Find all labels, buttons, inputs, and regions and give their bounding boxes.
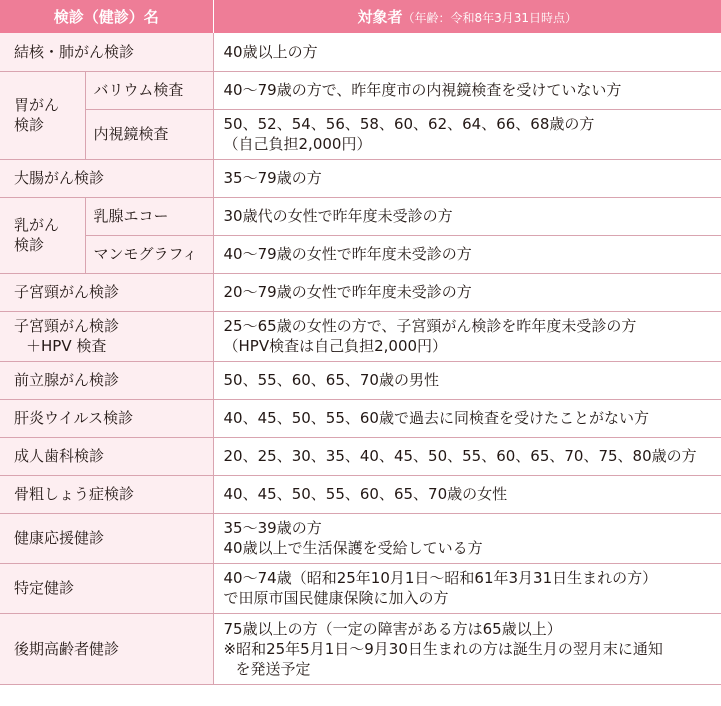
target-line: （自己負担2,000円） [223, 135, 372, 153]
table-row [0, 33, 721, 71]
table-row [0, 235, 721, 273]
row-name: 骨粗しょう症検診 [0, 475, 213, 513]
table-row [0, 311, 721, 361]
row-name: 特定健診 [0, 563, 213, 613]
table-row [0, 513, 721, 563]
row-target [213, 311, 721, 361]
row-name: 後期高齢者健診 [0, 613, 213, 684]
table-row [0, 71, 721, 109]
table-row [0, 159, 721, 197]
row-target: 20～79歳の女性で昨年度未受診の方 [213, 273, 721, 311]
header-screening-name: 検診（健診）名 [0, 0, 213, 33]
target-line: 40～74歳（昭和25年10月1日～昭和61年3月31日生まれの方） [223, 569, 658, 587]
target-line: で田原市国民健康保険に加入の方 [223, 589, 449, 607]
row-name: 健康応援健診 [0, 513, 213, 563]
row-name: 結核・肺がん検診 [0, 33, 213, 71]
row-name-line: ＋HPV 検査 [26, 337, 107, 355]
table-row [0, 361, 721, 399]
target-line: （HPV検査は自己負担2,000円） [223, 337, 448, 355]
target-line: 50、52、54、56、58、60、62、64、66、68歳の方 [223, 115, 595, 133]
target-line: 40歳以上で生活保護を受給している方 [223, 539, 483, 557]
table-row [0, 437, 721, 475]
header-target-main: 対象者 [357, 8, 403, 26]
row-name: 子宮頸がん検診 [0, 273, 213, 311]
row-target: 40歳以上の方 [213, 33, 721, 71]
row-subname: 内視鏡検査 [85, 109, 213, 159]
row-name: 大腸がん検診 [0, 159, 213, 197]
row-target: 35～79歳の方 [213, 159, 721, 197]
table-row [0, 109, 721, 159]
row-subname: マンモグラフィ [85, 235, 213, 273]
target-line: 75歳以上の方（一定の障害がある方は65歳以上） [223, 619, 562, 638]
row-name: 成人歯科検診 [0, 437, 213, 475]
target-line: ※昭和25年5月1日～9月30日生まれの方は誕生月の翌月末に通知 [223, 639, 663, 658]
target-line: を発送予定 [235, 659, 311, 678]
row-target: 40～79歳の方で、昨年度市の内視鏡検査を受けていない方 [213, 71, 721, 109]
row-target [213, 613, 721, 684]
target-line: 35～39歳の方 [223, 519, 322, 537]
row-name-line: 検診 [14, 116, 45, 134]
row-name: 前立腺がん検診 [0, 361, 213, 399]
row-target: 50、55、60、65、70歳の男性 [213, 361, 721, 399]
row-target: 30歳代の女性で昨年度未受診の方 [213, 197, 721, 235]
row-name-line: 検診 [14, 236, 45, 254]
table-row [0, 613, 721, 684]
row-name-group [0, 71, 85, 159]
row-subname: 乳腺エコー [85, 197, 213, 235]
table-row [0, 475, 721, 513]
row-name-group [0, 197, 85, 273]
table-header-row [0, 0, 721, 33]
row-name: 肝炎ウイルス検診 [0, 399, 213, 437]
row-name-line: 胃がん [14, 96, 60, 114]
table-row [0, 563, 721, 613]
table-row [0, 273, 721, 311]
row-name-line: 子宮頸がん検診 [14, 317, 120, 335]
row-target [213, 513, 721, 563]
row-name [0, 311, 213, 361]
target-line: 25～65歳の女性の方で、子宮頸がん検診を昨年度未受診の方 [223, 317, 637, 335]
row-target: 40、45、50、55、60歳で過去に同検査を受けたことがない方 [213, 399, 721, 437]
header-target-sub: （年齢：令和8年3月31日時点） [402, 11, 578, 25]
row-target: 40～79歳の女性で昨年度未受診の方 [213, 235, 721, 273]
row-name-line: 乳がん [14, 216, 60, 234]
row-subname: バリウム検査 [85, 71, 213, 109]
table-row [0, 197, 721, 235]
row-target: 20、25、30、35、40、45、50、55、60、65、70、75、80歳の方 [213, 437, 721, 475]
header-target [213, 0, 721, 33]
row-target: 40、45、50、55、60、65、70歳の女性 [213, 475, 721, 513]
table-row [0, 399, 721, 437]
row-target [213, 563, 721, 613]
row-target [213, 109, 721, 159]
